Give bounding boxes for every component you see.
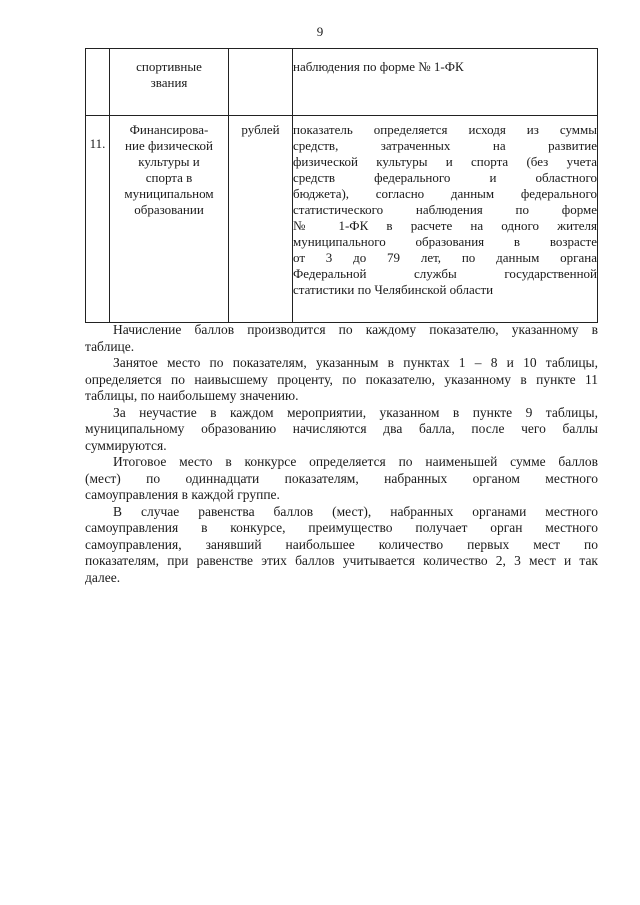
paragraph-line: самоуправления в каждой группе. (85, 487, 280, 502)
paragraph-tie-break (85, 504, 598, 587)
description-line: от 3 до 79 лет, по данным органа (293, 250, 597, 265)
row-number: 11. (89, 136, 106, 151)
description-line: физической культуры и спорта (без учета (293, 154, 597, 169)
paragraph-line: Начисление баллов производится по каждому показателю, указанному в (113, 322, 598, 337)
cell-indicator-name (110, 116, 229, 323)
description-line: № 1-ФК в расчете на одного жителя (293, 218, 597, 233)
paragraph-line: Занятое место по показателям, указанным в пунктах 1 – 8 и 10 таблицы, (113, 355, 598, 370)
description-line: показатель определяется исходя из суммы (293, 122, 597, 137)
paragraph-final-place (85, 454, 598, 504)
paragraph-line: показателям, при равенстве этих баллов учитывается количество 2, 3 мест и так (85, 553, 598, 568)
paragraph-line: таблицы, по наибольшему значению. (85, 388, 299, 403)
paragraph-line: (мест) по одиннадцати показателям, набранных органом местного (85, 470, 598, 486)
paragraph-line: определяется по наивысшему проценту, по показателю, указанному в пункте 11 (85, 371, 598, 387)
cell-indicator-name (110, 49, 229, 116)
name-line: звания (150, 75, 188, 90)
description-line: бюджета), согласно данным федерального (293, 186, 597, 201)
name-line: муниципальном (124, 186, 214, 201)
name-line: спортивные (136, 59, 202, 74)
name-line: спорта в (145, 170, 193, 185)
paragraph-line: таблице. (85, 338, 135, 354)
paragraph-line: суммируются. (85, 437, 167, 453)
description-line: муниципального образования в возрасте (293, 234, 597, 249)
paragraph-line: самоуправления, занявший наибольшее количество первых мест по (85, 536, 598, 552)
paragraph-line: В случае равенства баллов (мест), набранных органами местного (113, 503, 598, 519)
name-line: культуры и (138, 154, 200, 169)
paragraph-place-rules (85, 355, 598, 405)
table-row (86, 49, 598, 116)
paragraph-non-participation (85, 405, 598, 455)
body-text (85, 322, 598, 586)
paragraph-line: За неучастие в каждом мероприятии, указанном в пункте 9 таблицы, (113, 404, 598, 420)
name-line: ние физической (125, 138, 213, 153)
paragraph-line: самоуправления в конкурсе, преимущество получает орган местного (85, 520, 598, 535)
cell-number (86, 49, 110, 116)
description-line: средств федерального и областного (293, 170, 597, 185)
page-number: 9 (316, 24, 324, 39)
description-line: Федеральной службы государственной (293, 266, 597, 281)
criteria-table (85, 48, 598, 323)
paragraph-scoring (85, 322, 598, 355)
name-line: Финансирова- (129, 122, 209, 137)
description-line: средств, затраченных на развитие (293, 138, 597, 153)
cell-description (293, 116, 598, 323)
description-line: статистики по Челябинской области (293, 282, 494, 297)
cell-description (293, 49, 598, 116)
description-line: наблюдения по форме № 1-ФК (293, 59, 464, 74)
cell-number (86, 116, 110, 323)
paragraph-line: муниципальному образованию начисляются два балла, после чего баллы (85, 421, 598, 436)
description-line: статистического наблюдения по форме (293, 202, 597, 217)
name-line: образовании (134, 202, 204, 217)
table-row (86, 116, 598, 323)
paragraph-line: далее. (85, 569, 121, 585)
cell-unit: рублей (229, 116, 293, 323)
paragraph-line: Итоговое место в конкурсе определяется по наименьшей сумме баллов (113, 454, 598, 469)
cell-unit (229, 49, 293, 116)
